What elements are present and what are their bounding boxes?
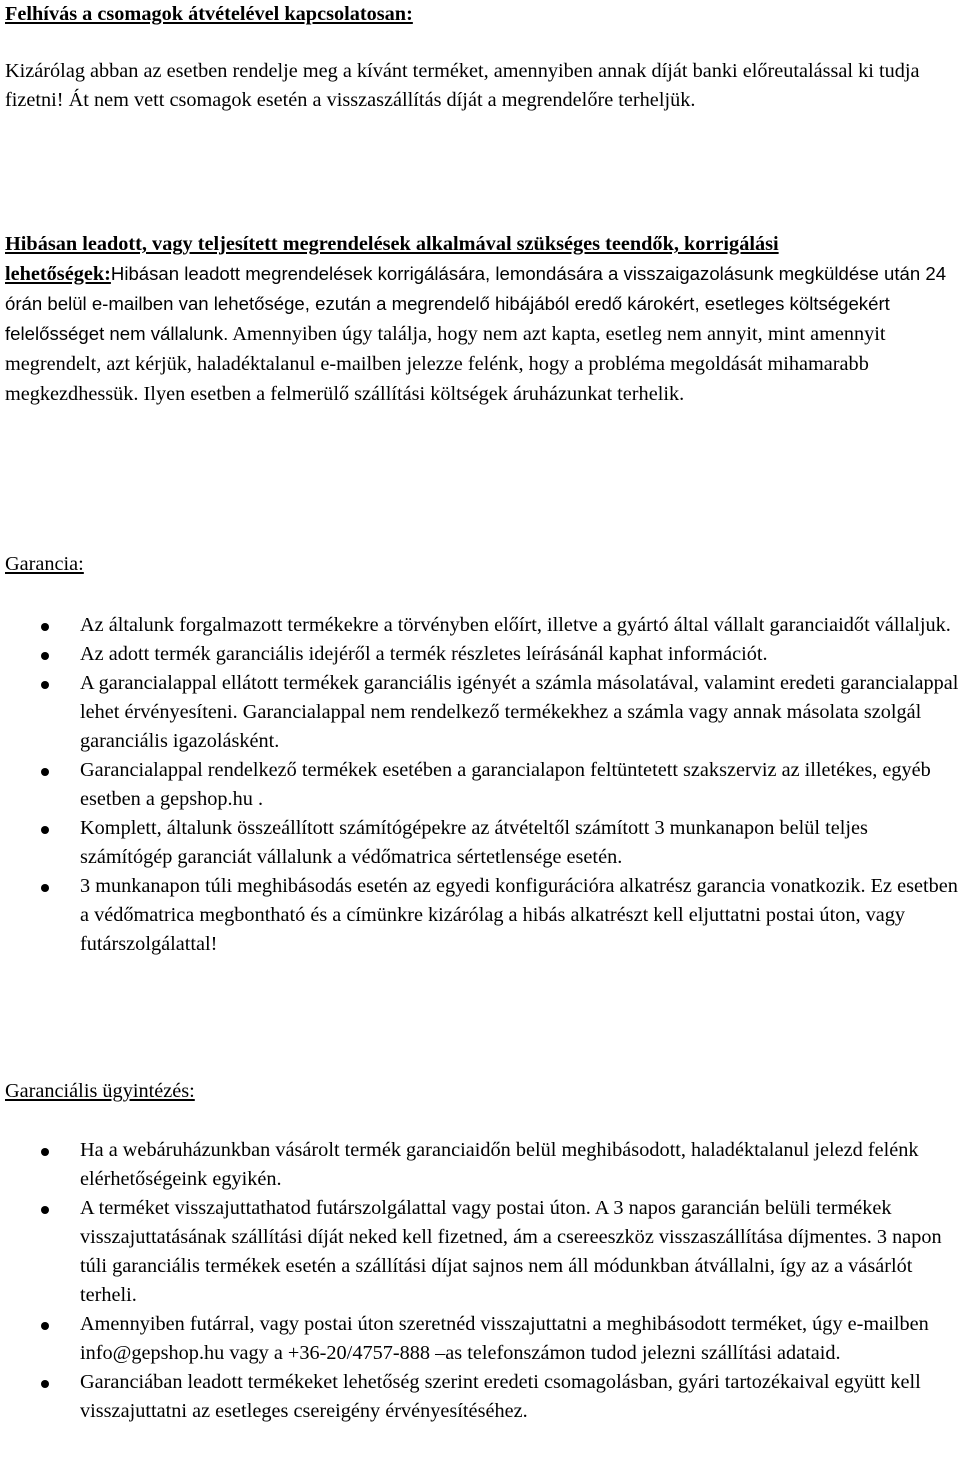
- bullet-icon: [41, 768, 49, 776]
- bullet-icon: [41, 1322, 49, 1330]
- list-item-text: Garanciában leadott termékeket lehetőség szerint eredeti csomagolásban, gyári tartozékaival együtt kell visszajuttatni az esetleges csereigény érvényesítéséhez.: [80, 1371, 921, 1422]
- bullet-icon: [41, 1380, 49, 1388]
- bullet-icon: [41, 1148, 49, 1156]
- warranty-list: [0, 611, 960, 959]
- list-item-text: A terméket visszajuttathatod futárszolgálattal vagy postai úton. A 3 napos garancián belüli termékek visszajuttatásának szállítási díját neked kell fizetned, ám a csereeszköz visszaszállítása díjmentes. 3 napon túli garanciális termékek esetén a szállítási díjat sajnos nem áll módunkban átvállalni, így az a vásárlót terheli.: [80, 1197, 942, 1306]
- list-item-text: A garancialappal ellátott termékek garanciális igényét a számla másolatával, valamint eredeti garancialappal lehet érvényesíteni. Garancialappal nem rendelkező termékekhez a számla vagy annak másolata szolgál garanciális igazolásként.: [80, 672, 959, 752]
- order-correction-block: [5, 229, 955, 409]
- list-item: [0, 814, 960, 872]
- bullet-icon: [41, 681, 49, 689]
- list-item-text: Az adott termék garanciális idejéről a termék részletes leírásánál kaphat információt.: [80, 643, 768, 665]
- list-item-text: Az általunk forgalmazott termékekre a törvényben előírt, illetve a gyártó által vállalt garanciaidőt vállaljuk.: [80, 614, 951, 636]
- list-item: [0, 1136, 960, 1194]
- notice-heading: Felhívás a csomagok átvételével kapcsolatosan:: [5, 3, 413, 25]
- order-correction-sans-text: Hibásan leadott megrendelések korrigálására, lemondására a visszaigazolásunk megküldése után 24 órán belül e-mailben van lehetősége, ezután a megrendelő hibájából eredő károkért, esetleges költségekért felelősséget nem vállalunk.: [5, 263, 947, 344]
- list-item: [0, 611, 960, 640]
- list-item-text: 3 munkanapon túli meghibásodás esetén az egyedi konfigurációra alkatrész garancia vonatkozik. Ez esetben a védőmatrica megbontható és a címünkre kizárólag a hibás alkatrészt kell eljuttatni postai úton, vagy futárszolgálattal!: [80, 875, 958, 955]
- bullet-icon: [41, 826, 49, 834]
- bullet-icon: [41, 623, 49, 631]
- list-item: [0, 756, 960, 814]
- list-item: [0, 1194, 960, 1310]
- warranty-process-heading: Garanciális ügyintézés:: [5, 1080, 195, 1102]
- warranty-process-list: [0, 1136, 960, 1426]
- order-correction-heading: Hibásan leadott, vagy teljesített megrendelések alkalmával szükséges teendők, korrigálási lehetőségek:: [5, 233, 779, 285]
- list-item-text: Amennyiben futárral, vagy postai úton szeretnéd visszajuttatni a meghibásodott terméket, úgy e-mailben info@gepshop.hu vagy a +36-20/4757-888 –as telefonszámon tudod jelezni szállítási adataid.: [80, 1313, 929, 1364]
- warranty-heading: Garancia:: [5, 553, 84, 575]
- list-item: [0, 1368, 960, 1426]
- list-item: [0, 669, 960, 756]
- list-item: [0, 1310, 960, 1368]
- bullet-icon: [41, 1206, 49, 1214]
- list-item: [0, 640, 960, 669]
- bullet-icon: [41, 884, 49, 892]
- list-item-text: Komplett, általunk összeállított számítógépekre az átvételtől számított 3 munkanapon belül teljes számítógép garanciát vállalunk a védőmatrica sértetlensége esetén.: [80, 817, 868, 868]
- bullet-icon: [41, 652, 49, 660]
- notice-paragraph: Kizárólag abban az esetben rendelje meg a kívánt terméket, amennyiben annak díját banki előreutalással ki tudja fizetni! Át nem vett csomagok esetén a visszaszállítás díját a megrendelőre terheljük.: [5, 60, 920, 111]
- order-correction-serif-text: Amennyiben úgy találja, hogy nem azt kapta, esetleg nem annyit, mint amennyit megrendelt, azt kérjük, haladéktalanul e-mailben jelezze felénk, hogy a probléma megoldását mihamarabb megkezdhessük. Ilyen esetben a felmerülő szállítási költségek áruházunkat terhelik.: [5, 323, 886, 405]
- list-item-text: Ha a webáruházunkban vásárolt termék garanciaidőn belül meghibásodott, haladéktalanul jelezd felénk elérhetőségeink egyikén.: [80, 1139, 919, 1190]
- list-item: [0, 872, 960, 959]
- list-item-text: Garancialappal rendelkező termékek esetében a garancialapon feltüntetett szakszerviz az illetékes, egyéb esetben a gepshop.hu .: [80, 759, 931, 810]
